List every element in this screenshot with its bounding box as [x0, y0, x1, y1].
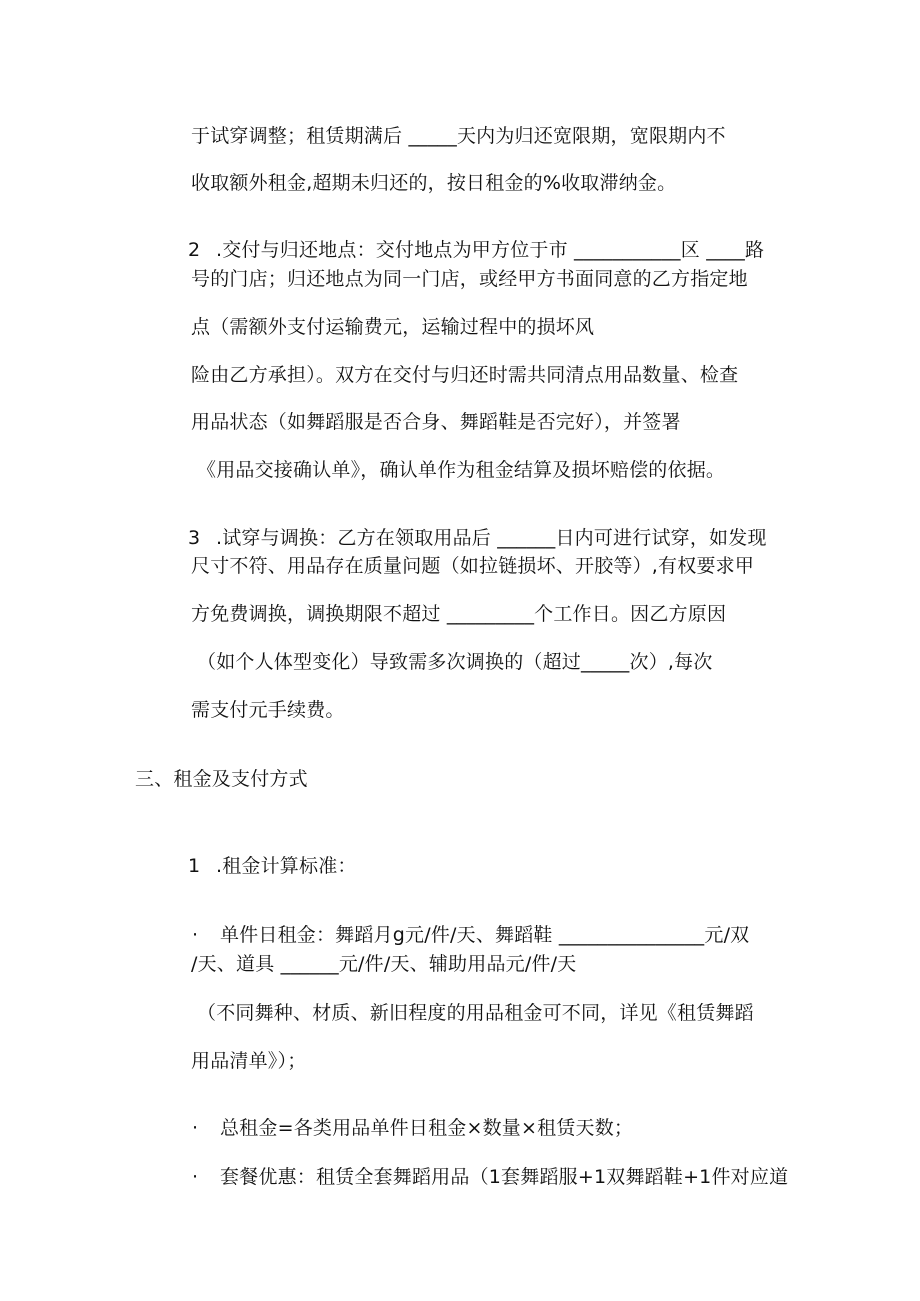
text-line: （如个人体型变化）导致需多次调换的（超过_____次）,每次 [197, 651, 713, 673]
bullet-text: 套餐优惠：租赁全套舞蹈用品（1套舞蹈服+1双舞蹈鞋+1件对应道 [219, 1166, 789, 1188]
text-line: （不同舞种、材质、新旧程度的用品租金可不同，详见《租赁舞蹈 [197, 1002, 754, 1024]
text-line: 于试穿调整；租赁期满后 _____天内为归还宽限期，宽限期内不 [191, 125, 726, 147]
bullet-icon: · [191, 1166, 199, 1188]
text-line: 收取额外租金,超期未归还的，按日租金的%收取滞纳金。 [191, 172, 677, 194]
bullet-icon: · [191, 1117, 199, 1139]
text-line: 号的门店；归还地点为同一门店，或经甲方书面同意的乙方指定地 [191, 268, 748, 290]
bullet-item [167, 1149, 788, 1206]
text-line: 用品清单》）； [191, 1050, 307, 1072]
bullet-icon: · [191, 924, 199, 946]
text-line: 尺寸不符、用品存在质量问题（如拉链损坏、开胶等）,有权要求甲 [191, 555, 755, 577]
text-line: 点（需额外支付运输费元，运输过程中的损坏风 [191, 316, 595, 338]
text-line: 《用品交接确认单》，确认单作为租金结算及损坏赔偿的依据。 [197, 459, 726, 481]
bullet-text: 单件日租金：舞蹈月g元/件/天、舞蹈鞋 _______________元/双 [219, 924, 750, 946]
text-line: 险由乙方承担）。双方在交付与归还时需共同清点用品数量、检查 [191, 364, 739, 386]
item-number: 2 [187, 239, 201, 261]
text-line: 用品状态（如舞蹈服是否合身、舞蹈鞋是否完好），并签署 [191, 411, 681, 433]
text-line: /天、道具 ______元/件/天、辅助用品元/件/天 [191, 953, 577, 975]
section-heading: 三、租金及支付方式 [135, 768, 308, 790]
item-text: .交付与归还地点：交付地点为甲方位于市 ___________区 ____路 [215, 239, 765, 261]
bullet-text: 总租金=各类用品单件日租金×数量×租赁天数； [219, 1117, 634, 1139]
item-number: 1 [187, 855, 201, 877]
text-line: 方免费调换，调换期限不超过 _________个工作日。因乙方原因 [191, 603, 727, 625]
item-number: 3 [187, 527, 201, 549]
text-line: 需支付元手续费。 [191, 699, 345, 721]
item-text: .试穿与调换：乙方在领取用品后 ______日内可进行试穿，如发现 [215, 527, 767, 549]
numbered-item-1 [163, 838, 357, 895]
item-text: .租金计算标准： [215, 855, 357, 877]
